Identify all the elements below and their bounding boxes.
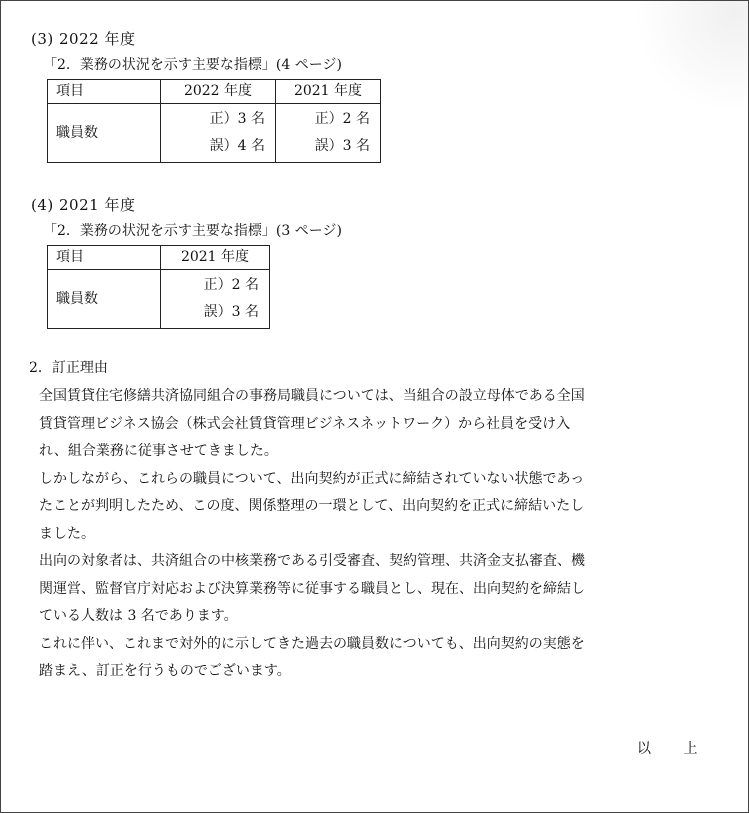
body-line: これに伴い、これまで対外的に示してきた過去の職員数についても、出向契約の実態を — [39, 635, 585, 652]
section-4-subtitle: 「2．業務の状況を示す主要な指標」(3 ページ) — [43, 223, 342, 239]
table-row-label: 職員数 — [48, 270, 161, 329]
table-cell-2022 — [161, 104, 276, 163]
body-line: しかしながら、これらの職員について、出向契約が正式に締結されていない状態であっ — [39, 470, 585, 487]
scan-noise — [608, 1, 748, 121]
value-correct: 正）3 名 — [209, 111, 265, 127]
table-cell-2021 — [276, 104, 381, 163]
table-header-cell: 項目 — [48, 246, 161, 270]
table-header-cell: 2021 年度 — [276, 80, 381, 104]
reason-body — [39, 383, 689, 686]
body-line: 出向の対象者は、共済組合の中核業務である引受審査、契約管理、共済金支払審査、機 — [39, 553, 585, 569]
value-wrong: 誤）3 名 — [314, 138, 370, 154]
table-header-cell: 2021 年度 — [161, 246, 270, 270]
section-4-heading: (4) 2021 年度 — [31, 196, 136, 214]
table-header-row — [48, 246, 270, 270]
value-wrong: 誤）3 名 — [203, 304, 259, 320]
table-row — [48, 104, 381, 163]
section-3-table — [47, 79, 381, 163]
body-line: 関運営、監督官庁対応および決算業務等に従事する職員とし、現在、出向契約を締結し — [39, 580, 585, 597]
body-line: れ、組合業務に従事させてきました。 — [39, 443, 278, 459]
table-row-label: 職員数 — [48, 104, 161, 163]
table-header-row — [48, 80, 381, 104]
value-correct: 正）2 名 — [314, 111, 370, 127]
reason-title: 2．訂正理由 — [29, 360, 108, 376]
body-line: 踏まえ、訂正を行うものでございます。 — [39, 663, 291, 679]
section-3-subtitle: 「2．業務の状況を示す主要な指標」(4 ページ) — [43, 57, 342, 73]
body-line: ました。 — [39, 525, 95, 542]
closing-mark: 以 上 — [637, 741, 712, 757]
table-header-cell: 2022 年度 — [161, 80, 276, 104]
section-3-heading: (3) 2022 年度 — [31, 30, 136, 48]
table-row — [48, 270, 270, 329]
section-4-table — [47, 245, 270, 329]
body-line: 全国賃貸住宅修繕共済協同組合の事務局職員については、当組合の設立母体である全国 — [39, 388, 585, 404]
value-correct: 正）2 名 — [203, 277, 259, 293]
body-line: たことが判明したため、この度、関係整理の一環として、出向契約を正式に締結いたし — [39, 498, 585, 514]
table-header-cell: 項目 — [48, 80, 161, 104]
value-wrong: 誤）4 名 — [209, 138, 265, 154]
table-cell-2021 — [161, 270, 270, 329]
body-line: 賃貸管理ビジネス協会（株式会社賃貸管理ビジネスネットワーク）から社員を受け入 — [39, 415, 571, 432]
body-line: ている人数は 3 名であります。 — [39, 608, 238, 624]
